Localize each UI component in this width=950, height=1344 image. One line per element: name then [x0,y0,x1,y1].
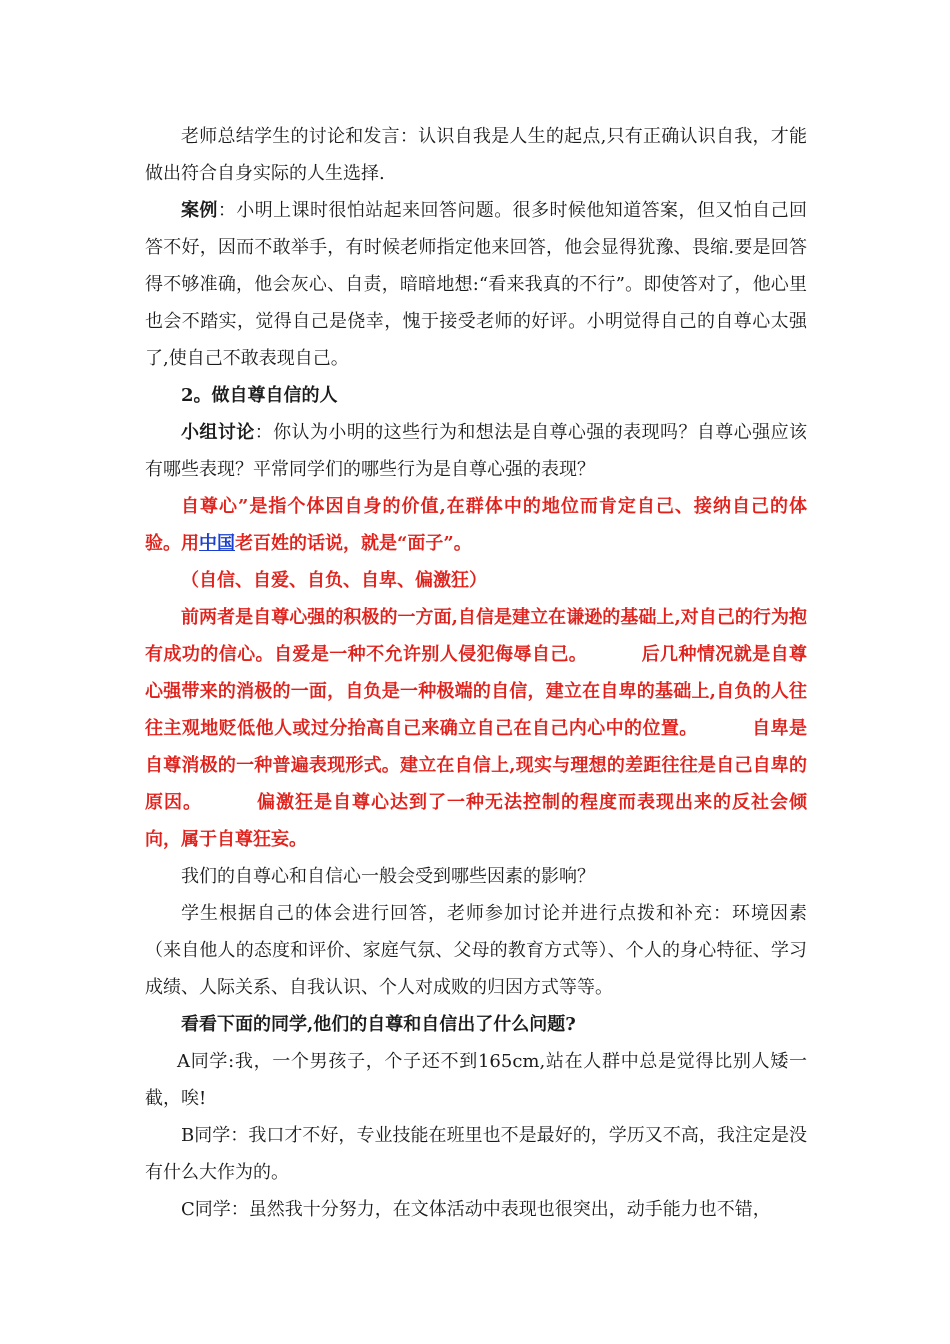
definition-text-after: 老百姓的话说，就是“面子”。 [235,533,472,554]
explanation-part-4: 偏激狂是自尊心达到了一种无法控制的程度而表现出来的反社会倾向，属于自尊狂妄。 [145,792,807,850]
types-list: （自信、自爱、自负、自卑、偏激狂） [181,570,487,591]
case-text: ：小明上课时很怕站起来回答问题。很多时候他知道答案，但又怕自己回答不好，因而不敢举手，有时候老师指定他来回答，他会显得犹豫、畏缩.要是回答得不够准确，他会灰心、自责，暗暗地想:“看来我真的不行”。即使答对了，他心里也会不踏实，觉得自己是侥幸，愧于接受老师的好评。小明觉得自己的自尊心太强了,使自己不敢表现自己。 [145,200,808,369]
group-discussion-label: 小组讨论 [181,422,255,443]
answer-paragraph: 学生根据自己的体会进行回答，老师参加讨论并进行点拨和补充：环境因素（来自他人的态度和评价、家庭气氛、父母的教育方式等）、个人的身心特征、学习成绩、人际关系、自我认识、个人对成败的归因方式等等。 [145,903,807,998]
group-discussion-text: ：你认为小明的这些行为和想法是自尊心强的表现吗？自尊心强应该有哪些表现？平常同学们的哪些行为是自尊心强的表现？ [145,422,808,480]
explanation-part-1: 前两者是自尊心强的积极的一方面,自信是建立在谦逊的基础上,对自己的行为抱有成功的信心。自爱是一种不允许别人侵犯侮辱自己。 [145,607,807,665]
definition-paragraph [145,488,807,562]
group-discussion-paragraph [145,414,807,488]
case-question-heading: 看看下面的同学,他们的自尊和自信出了什么问题? [181,1014,576,1035]
explanation-part-2: 后几种情况就是自尊心强带来的消极的一面，自负是一种极端的自信，建立在自卑的基础上,自负的人往往主观地贬低他人或过分抬高自己来确立自己在自己内心中的位置。 [145,644,808,739]
explanation-paragraph [145,599,807,858]
explanation-part-3: 自卑是自尊消极的一种普遍表现形式。建立在自信上,现实与理想的差距往往是自己自卑的原因。 [145,718,808,813]
case-label: 案例 [181,200,218,221]
section-heading: 2。做自尊自信的人 [181,385,338,406]
definition-text-before: 自尊心”是指个体因自身的价值,在群体中的地位而肯定自己、接纳自己的体验。用 [145,496,807,554]
summary-paragraph: 老师总结学生的讨论和发言：认识自我是人生的起点,只有正确认识自我，才能做出符合自身实际的人生选择. [145,126,807,184]
case-paragraph [145,192,807,377]
student-c-paragraph: C同学：虽然我十分努力，在文体活动中表现也很突出，动手能力也不错， [181,1199,771,1220]
document-body [145,118,807,1228]
question-paragraph: 我们的自尊心和自信心一般会受到哪些因素的影响？ [181,866,595,887]
student-a-paragraph: A同学:我，一个男孩子，个子还不到165cm,站在人群中总是觉得比别人矮一截，唉! [145,1051,807,1109]
student-b-paragraph: B同学：我口才不好，专业技能在班里也不是最好的，学历又不高，我注定是没有什么大作为的。 [145,1125,807,1183]
china-link[interactable]: 中国 [199,533,235,554]
